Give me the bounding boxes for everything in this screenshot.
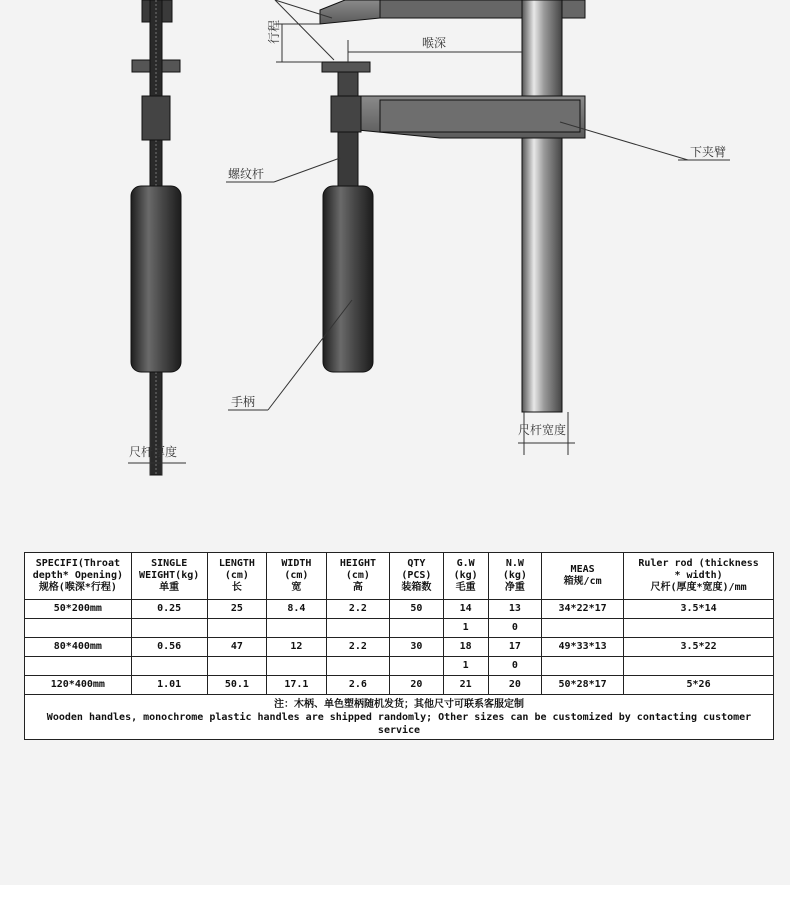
column-header-line: 净重 xyxy=(504,582,525,593)
label-handle: 手柄 xyxy=(231,395,256,409)
table-cell: 0 xyxy=(488,657,541,676)
note-row xyxy=(25,695,774,740)
column-header xyxy=(488,553,541,600)
table-row xyxy=(25,638,774,657)
table-cell xyxy=(542,619,624,638)
front-view xyxy=(226,0,730,455)
side-view xyxy=(128,0,186,475)
table-cell: 120*400mm xyxy=(25,676,132,695)
column-header-line: (PCS) xyxy=(401,570,432,581)
column-header-line: 规格(喉深*行程) xyxy=(38,582,117,593)
column-header xyxy=(207,553,267,600)
table-cell: 17.1 xyxy=(267,676,327,695)
table-cell: 1 xyxy=(443,619,488,638)
column-header-line: QTY xyxy=(407,558,426,569)
column-header-line: 宽 xyxy=(291,582,302,593)
column-header xyxy=(25,553,132,600)
table-cell xyxy=(624,657,774,676)
table-cell: 50.1 xyxy=(207,676,267,695)
table-cell: 50*200mm xyxy=(25,600,132,619)
column-header-line: (kg) xyxy=(453,570,478,581)
table-cell: 13 xyxy=(488,600,541,619)
table-cell: 17 xyxy=(488,638,541,657)
column-header xyxy=(390,553,443,600)
column-header-line: Ruler rod (thickness xyxy=(638,558,759,569)
table-cell: 3.5*22 xyxy=(624,638,774,657)
table-cell xyxy=(267,619,327,638)
column-header-line: LENGTH xyxy=(218,558,255,569)
table-cell: 49*33*13 xyxy=(542,638,624,657)
table-cell xyxy=(207,657,267,676)
table-cell xyxy=(25,657,132,676)
table-cell: 0 xyxy=(488,619,541,638)
column-header-line: 尺杆(厚度*宽度)/mm xyxy=(650,582,747,593)
table-cell: 12 xyxy=(267,638,327,657)
table-cell: 14 xyxy=(443,600,488,619)
table-cell xyxy=(207,619,267,638)
table-cell: 30 xyxy=(390,638,443,657)
column-header-line: G.W xyxy=(456,558,475,569)
table-cell xyxy=(131,657,207,676)
label-stroke: 行程 xyxy=(267,19,281,44)
table-cell xyxy=(390,619,443,638)
table-cell: 20 xyxy=(390,676,443,695)
note-cell xyxy=(25,695,774,740)
column-header-line: MEAS xyxy=(570,564,595,575)
column-header-line: 高 xyxy=(352,582,363,593)
column-header-line: HEIGHT xyxy=(339,558,376,569)
label-rod-width: 尺杆宽度 xyxy=(518,423,567,437)
note-chinese: 注：木柄、单色塑柄随机发货；其他尺寸可联系客服定制 xyxy=(274,698,524,710)
column-header-line: (cm) xyxy=(345,570,370,581)
label-rod-thickness: 尺杆厚度 xyxy=(129,445,178,459)
column-header-line: N.W xyxy=(505,558,524,569)
column-header-line: * width) xyxy=(674,570,723,581)
column-header-line: WEIGHT(kg) xyxy=(139,570,200,581)
table-cell: 5*26 xyxy=(624,676,774,695)
column-header-line: (cm) xyxy=(284,570,309,581)
table-cell xyxy=(542,657,624,676)
table-cell xyxy=(131,619,207,638)
table-row xyxy=(25,676,774,695)
column-header-line: 毛重 xyxy=(455,582,476,593)
table-cell: 2.2 xyxy=(326,600,390,619)
table-cell: 3.5*14 xyxy=(624,600,774,619)
column-header xyxy=(326,553,390,600)
table-row xyxy=(25,657,774,676)
table-cell xyxy=(326,657,390,676)
table-cell: 50*28*17 xyxy=(542,676,624,695)
table-cell xyxy=(326,619,390,638)
table-cell: 34*22*17 xyxy=(542,600,624,619)
column-header-line: 长 xyxy=(231,582,242,593)
column-header xyxy=(267,553,327,600)
column-header-line: (kg) xyxy=(502,570,527,581)
column-header-line: 箱规/cm xyxy=(563,576,602,587)
table-cell xyxy=(624,619,774,638)
table-cell: 1.01 xyxy=(131,676,207,695)
table-cell: 20 xyxy=(488,676,541,695)
column-header-line: SINGLE xyxy=(151,558,188,569)
table-cell xyxy=(25,619,132,638)
column-header xyxy=(542,553,624,600)
column-header-line: WIDTH xyxy=(281,558,312,569)
column-header-line: 装箱数 xyxy=(401,582,432,593)
column-header xyxy=(131,553,207,600)
table-cell: 21 xyxy=(443,676,488,695)
table-cell: 18 xyxy=(443,638,488,657)
table-cell: 50 xyxy=(390,600,443,619)
table-cell: 2.2 xyxy=(326,638,390,657)
label-screw-rod: 螺纹杆 xyxy=(228,167,265,181)
label-throat-depth: 喉深 xyxy=(422,36,447,50)
table-cell: 25 xyxy=(207,600,267,619)
table-header-row xyxy=(25,553,774,600)
table-cell: 80*400mm xyxy=(25,638,132,657)
table-body xyxy=(25,600,774,695)
table-cell: 1 xyxy=(443,657,488,676)
column-header-line: depth* Opening) xyxy=(32,570,123,581)
column-header-line: (cm) xyxy=(224,570,249,581)
column-header xyxy=(624,553,774,600)
column-header-line: 单重 xyxy=(159,582,180,593)
table-cell xyxy=(267,657,327,676)
table-cell: 2.6 xyxy=(326,676,390,695)
column-header-line: SPECIFI(Throat xyxy=(35,558,120,569)
table-cell xyxy=(390,657,443,676)
note-english: Wooden handles, monochrome plastic handles are shipped randomly; Other sizes can be customized by contacting customer service xyxy=(46,711,752,736)
spec-table xyxy=(24,552,774,740)
column-header xyxy=(443,553,488,600)
table-cell: 8.4 xyxy=(267,600,327,619)
table-cell: 47 xyxy=(207,638,267,657)
table-row xyxy=(25,619,774,638)
table-cell: 0.25 xyxy=(131,600,207,619)
table-row xyxy=(25,600,774,619)
table-cell: 0.56 xyxy=(131,638,207,657)
label-lower-arm: 下夹臂 xyxy=(690,145,727,159)
